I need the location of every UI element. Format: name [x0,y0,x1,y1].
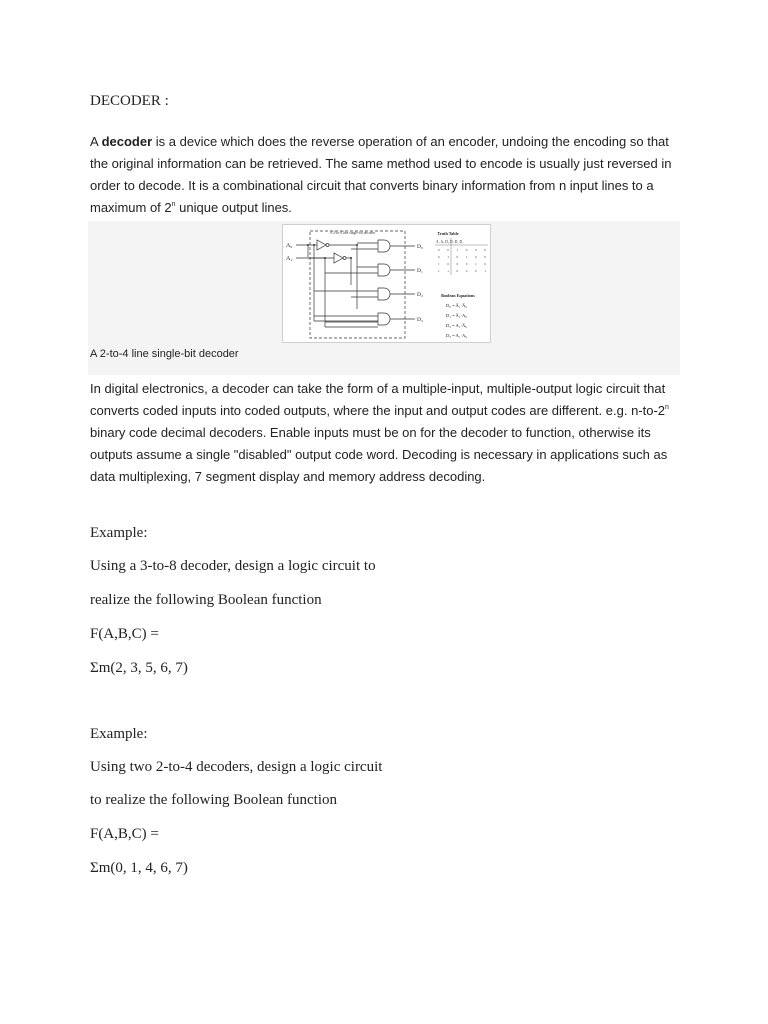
intro-text-start: A [90,134,102,149]
input-label-a1: A₁ [286,256,293,262]
decoder-diagram-svg [283,225,490,342]
decoder-diagram [282,224,491,343]
output-label-d1: D₁ [417,268,423,274]
input-label-a0: A₀ [286,243,293,249]
truth-table-row: 0 0 1 0 0 0 [438,248,486,252]
example-function: F(A,B,C) = [90,826,159,842]
equations-title: Boolean Equations [441,293,475,298]
inverter-a0 [317,240,326,250]
paragraph-text-start: In digital electronics, a decoder can take the form of a multiple-input, multiple-output logic circuit that converts coded inputs into coded outputs, where the input and output codes are different. e.g. n-to-2 [90,381,666,418]
and-gate-d2 [378,288,390,300]
paragraph-text-end: binary code decimal decoders. Enable inputs must be on for the decoder to function, otherwise its outputs assume a single "disabled" output code word. Decoding is necessary in applications such as data multiplexing, 7 segment display and memory address decoding. [90,425,668,484]
example-line: realize the following Boolean function [90,592,322,608]
truth-table-title: Truth Table [437,231,459,236]
equation-line: D₀ = A̅₁·A̅₀ [446,303,467,308]
paragraph-superscript: n [665,404,669,411]
output-label-d3: D₃ [417,317,423,323]
and-gate-d3 [378,313,390,325]
example-function: F(A,B,C) = [90,626,159,642]
body-paragraph [90,378,690,488]
intro-superscript: n [171,201,176,208]
document-title: DECODER : [90,93,169,109]
equation-line: D₂ = A₁·A̅₀ [446,323,467,328]
example-line: Using a 3-to-8 decoder, design a logic circuit to [90,558,376,574]
figure-caption: A 2-to-4 line single-bit decoder [90,348,239,360]
truth-table-row: 1 1 0 0 0 1 [438,269,486,273]
inverter-a1 [334,253,343,263]
example-minterms: Σm(2, 3, 5, 6, 7) [90,660,188,676]
truth-table-row: 0 1 0 1 0 0 [438,255,486,259]
truth-table-header: A₁ A₀ D₀ D₁ D₂ D₃ [436,240,464,244]
output-label-d2: D₂ [417,292,423,298]
and-gate-d1 [378,264,390,276]
intro-bold-term: decoder [101,134,153,149]
figure-panel [88,221,680,375]
intro-text-middle: is a device which does the reverse operation of an encoder, undoing the encoding so that the original information can be retrieved. The same method used to encode is usually just reversed in order to decode. It is a combinational circuit that converts binary information from n input lines to a maximum of 2 [90,134,672,215]
intro-paragraph [90,131,690,219]
example-heading: Example: [90,525,148,541]
equation-line: D₁ = A̅₁·A₀ [446,313,467,318]
example-line: to realize the following Boolean function [90,792,338,808]
and-gate-d0 [378,240,390,252]
intro-text-end: unique output lines. [175,200,292,215]
equation-line: D₃ = A₁·A₀ [446,333,467,338]
example-minterms: Σm(0, 1, 4, 6, 7) [90,860,188,876]
truth-table-row: 1 0 0 0 1 0 [438,262,486,266]
example-heading: Example: [90,726,148,742]
output-label-d0: D₀ [417,244,423,250]
diagram-title: A 2-to-4 line single-bit decoder [330,231,376,235]
example-line: Using two 2-to-4 decoders, design a logic circuit [90,759,383,775]
